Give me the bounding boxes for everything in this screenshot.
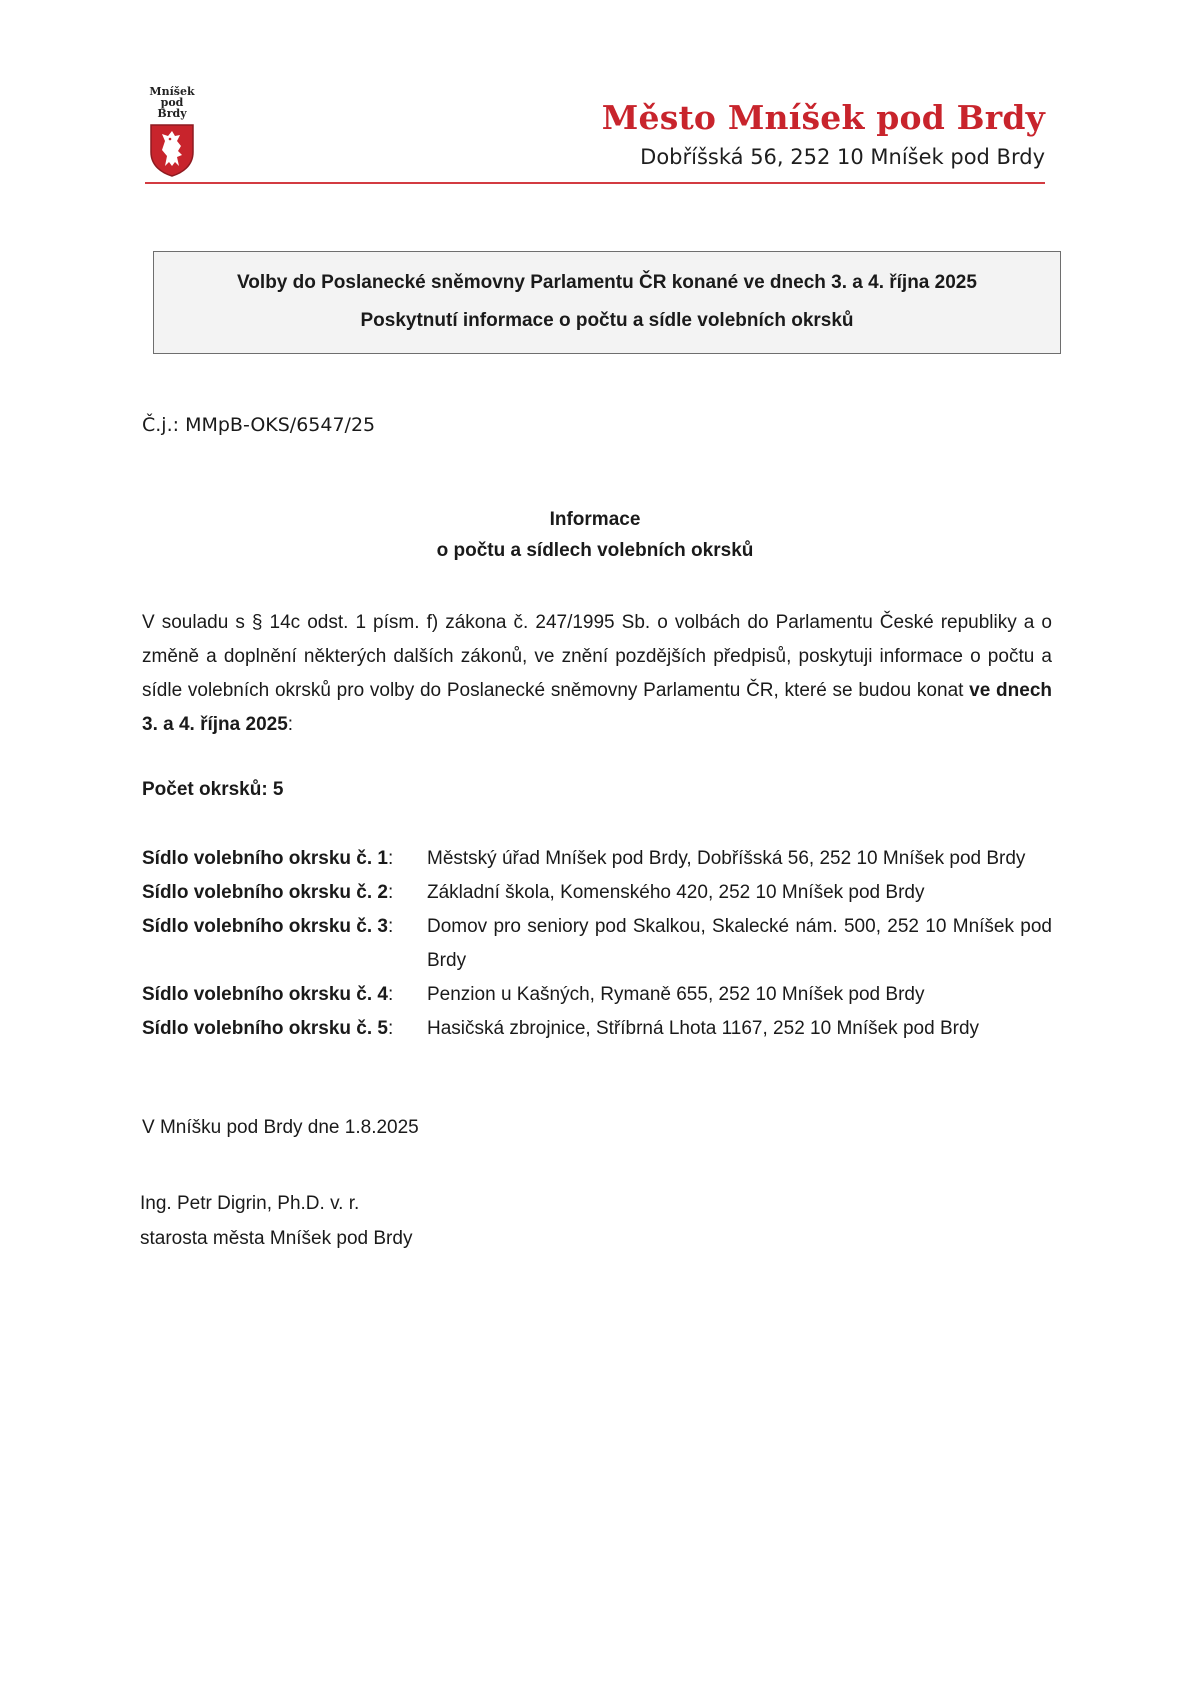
title-box <box>153 251 1061 354</box>
heading-subtitle: o počtu a sídlech volebních okrsků <box>436 540 754 561</box>
district-row <box>142 978 1052 1012</box>
dateline: V Mníšku pod Brdy dne 1.8.2025 <box>142 1117 419 1138</box>
coat-of-arms-icon <box>148 122 196 178</box>
town-address: Dobříšská 56, 252 10 Mníšek pod Brdy <box>640 145 1045 169</box>
intro-text: V souladu s § 14c odst. 1 písm. f) zákona č. 247/1995 Sb. o volbách do Parlamentu České republiky a o změně a doplnění některých dalších zákonů, ve znění pozdějších předpisů, poskytuji informace o počtu a sídle volebních okrsků pro volby do Poslanecké sněmovny Parlamentu ČR, které se budou konat <box>142 612 1052 701</box>
district-address: Penzion u Kašných, Rymaně 655, 252 10 Mníšek pod Brdy <box>427 984 925 1005</box>
district-row <box>142 910 1052 978</box>
district-count: Počet okrsků: 5 <box>142 779 284 800</box>
signatory-role: starosta města Mníšek pod Brdy <box>140 1228 413 1249</box>
logo-text: Mníšek pod Brdy <box>149 85 195 120</box>
heading-title: Informace <box>549 509 641 530</box>
district-label: Sídlo volebního okrsku č. 3: <box>142 916 394 937</box>
town-logo <box>146 86 198 178</box>
district-address: Domov pro seniory pod Skalkou, Skalecké nám. 500, 252 10 Mníšek pod Brdy <box>427 916 1052 971</box>
town-name: Město Mníšek pod Brdy <box>601 98 1045 137</box>
intro-dates: ve dnech 3. a 4. října 2025 <box>142 680 1053 735</box>
district-row <box>142 876 1052 910</box>
title-line-1: Volby do Poslanecké sněmovny Parlamentu ČR konané ve dnech 3. a 4. října 2025 <box>237 272 977 293</box>
district-address: Hasičská zbrojnice, Stříbrná Lhota 1167, 252 10 Mníšek pod Brdy <box>427 1018 980 1039</box>
district-address: Městský úřad Mníšek pod Brdy, Dobříšská 56, 252 10 Mníšek pod Brdy <box>427 848 1026 869</box>
header-divider <box>145 182 1045 184</box>
intro-end: : <box>287 714 294 735</box>
reference-number: Č.j.: MMpB-OKS/6547/25 <box>142 414 376 436</box>
intro-paragraph <box>142 606 1052 742</box>
district-label: Sídlo volebního okrsku č. 1: <box>142 848 394 869</box>
district-row <box>142 842 1052 876</box>
title-line-2: Poskytnutí informace o počtu a sídle volebních okrsků <box>360 310 854 331</box>
signatory-name: Ing. Petr Digrin, Ph.D. v. r. <box>140 1193 360 1214</box>
district-address: Základní škola, Komenského 420, 252 10 Mníšek pod Brdy <box>427 882 925 903</box>
district-row <box>142 1012 1052 1046</box>
district-label: Sídlo volebního okrsku č. 2: <box>142 882 394 903</box>
district-list <box>142 842 1052 1046</box>
district-label: Sídlo volebního okrsku č. 4: <box>142 984 394 1005</box>
district-label: Sídlo volebního okrsku č. 5: <box>142 1018 394 1039</box>
